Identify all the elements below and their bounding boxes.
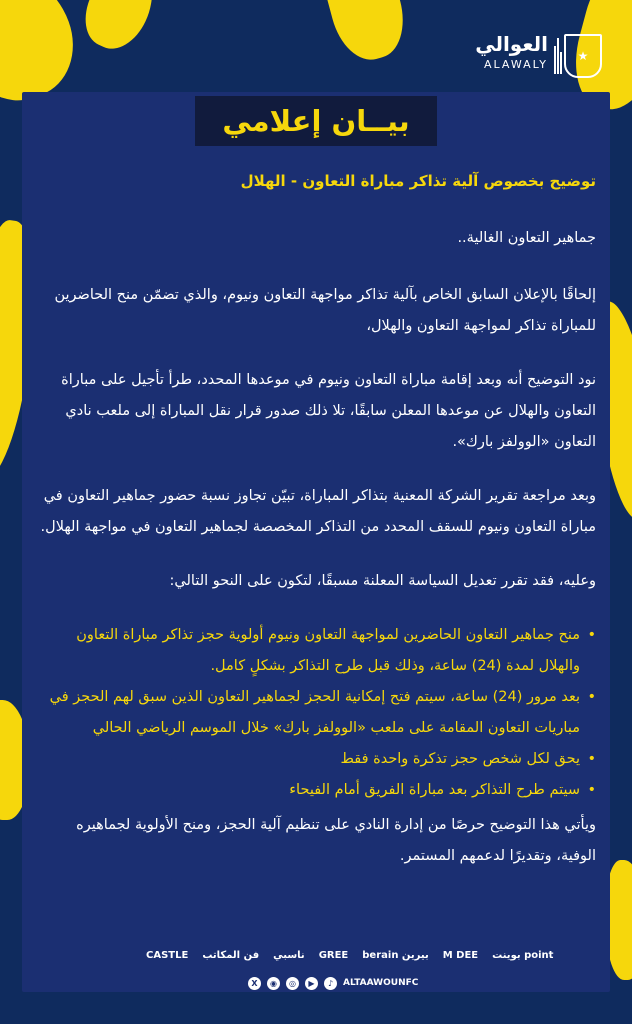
paragraph-4: وعليه، فقد تقرر تعديل السياسة المعلنة مسبقًا، لتكون على النحو التالي: xyxy=(169,573,596,589)
decor-stroke xyxy=(74,0,166,58)
statement-subtitle: توضيح بخصوص آلية تذاكر مباراة التعاون - الهلال xyxy=(240,172,596,190)
brand-name-en: ALAWALY xyxy=(483,58,548,71)
sponsor-logo: فن المكاتب xyxy=(202,949,260,961)
greeting: جماهير التعاون الغالية.. xyxy=(457,230,596,246)
list-item: • سيتم طرح التذاكر بعد مباراة الفريق أمام الفيحاء xyxy=(34,775,596,806)
sponsor-logo: GREE xyxy=(318,949,349,961)
closing-paragraph: ويأتي هذا التوضيح حرصًا من إدارة النادي على تنظيم آلية الحجز، ومنح الأولوية لجماهيره الوفية، وتقديرًا لدعمهم المستمر. xyxy=(76,817,596,864)
list-item: • منح جماهير التعاون الحاضرين لمواجهة التعاون ونيوم أولوية حجز تذاكر مباراة التعاون والهلال لمدة (24) ساعة، وذلك قبل طرح التذاكر بشكلٍ كامل. xyxy=(34,620,596,682)
x-icon[interactable]: X xyxy=(248,977,261,990)
page-title: بيــان إعلامي xyxy=(195,96,437,146)
brand-name-ar: العوالي xyxy=(475,32,548,56)
tiktok-icon[interactable]: ♪ xyxy=(324,977,337,990)
instagram-icon[interactable]: ◎ xyxy=(286,977,299,990)
snapchat-icon[interactable]: ◉ xyxy=(267,977,280,990)
club-crest-icon: ★ xyxy=(564,34,602,78)
sponsor-logo: CASTLE xyxy=(146,949,189,961)
brand-logo xyxy=(475,34,548,71)
brand-bars-icon xyxy=(554,38,562,74)
list-item: • يحق لكل شخص حجز تذكرة واحدة فقط xyxy=(34,744,596,775)
statement-body xyxy=(34,166,596,872)
paragraph-3: وبعد مراجعة تقرير الشركة المعنية بتذاكر المباراة، تبيّن تجاوز نسبة حضور جماهير التعاون في مباراة التعاون ونيوم للسقف المحدد من التذاكر المخصصة لجماهير التعاون في مواجهة الهلال. xyxy=(40,488,596,535)
sponsor-logo: berain بيرين xyxy=(362,949,429,961)
sponsor-logo: ناسبي xyxy=(273,949,305,961)
decor-stroke xyxy=(317,0,413,67)
sponsor-logo: بوينت point xyxy=(492,949,554,961)
paragraph-2: نود التوضيح أنه وبعد إقامة مباراة التعاون ونيوم في موعدها المحدد، طرأ تأجيل على مباراة التعاون والهلال عن موعدها المعلن سابقًا، تلا ذلك صدور قرار نقل المباراة إلى ملعب نادي التعاون «الوولفز بارك». xyxy=(61,372,596,450)
paragraph-1: إلحاقًا بالإعلان السابق الخاص بآلية تذاكر مواجهة التعاون ونيوم، والذي تضمّن منح الحاضرين للمباراة تذاكر لمواجهة التعاون والهلال، xyxy=(54,287,596,334)
youtube-icon[interactable]: ▶ xyxy=(305,977,318,990)
list-item: • بعد مرور (24) ساعة، سيتم فتح إمكانية الحجز لجماهير التعاون الذين سبق لهم الحجز في مباريات التعاون المقامة على ملعب «الوولفز بارك» خلال الموسم الرياضي الحالي xyxy=(34,682,596,744)
policy-list xyxy=(34,620,596,806)
sponsor-strip xyxy=(146,945,554,965)
social-handle: ALTAAWOUNFC xyxy=(343,978,419,988)
social-bar xyxy=(248,975,418,991)
sponsor-logo: M DEE xyxy=(442,949,479,961)
